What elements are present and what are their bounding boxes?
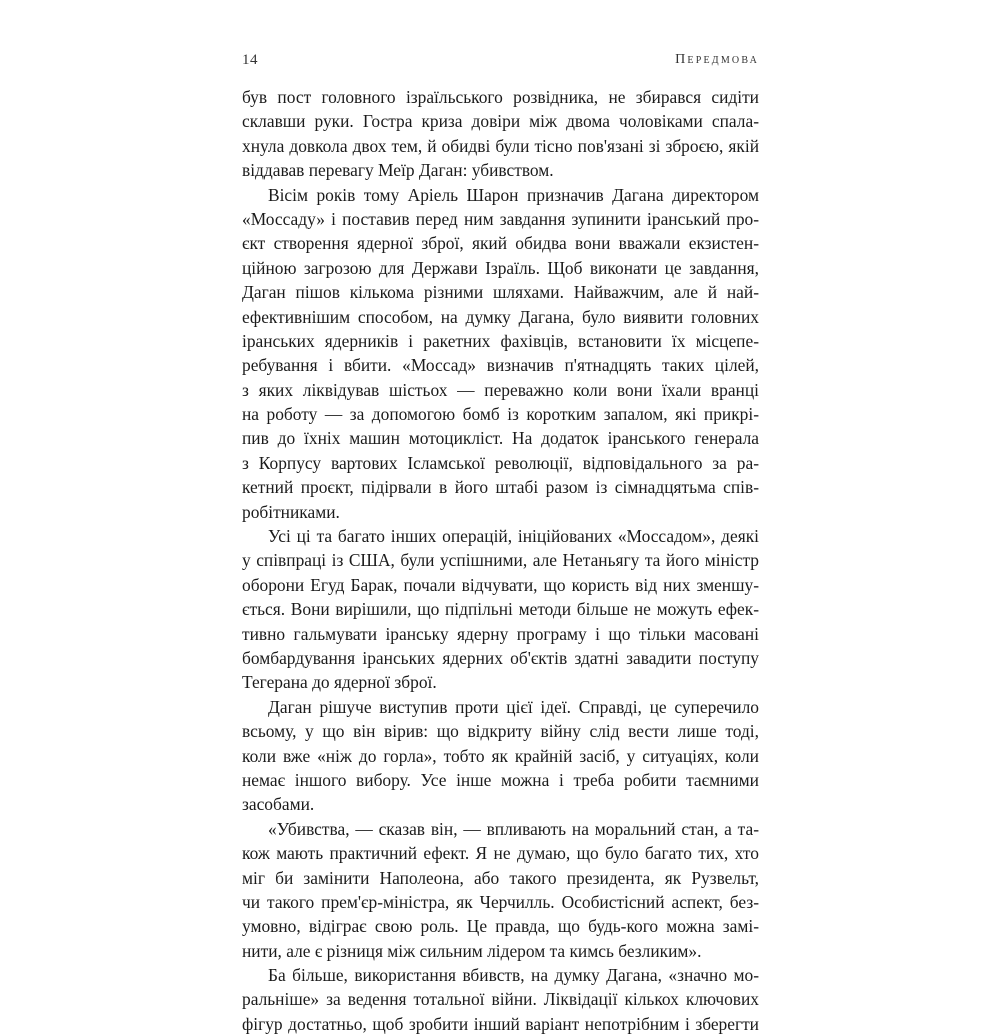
text-line: «Убивства, — сказав він, — впливають на моральний стан, а та- [268,818,759,839]
text-line: кетний проєкт, підірвали в його штабі разом із сімнадцятьма спів- [242,477,759,498]
body-text [242,85,759,1036]
text-line: склавши руки. Гостра криза довіри між двома чоловіками спала- [242,111,759,132]
page-header [242,52,759,76]
text-line: оборони Егуд Барак, почали відчувати, що користь від них зменшу- [242,574,759,595]
text-line: був пост головного ізраїльського розвідника, не збирався сидіти [242,87,759,107]
text-line: робітниками. [242,501,340,522]
text-line: засобами. [242,794,315,815]
text-line: у співпраці із США, були успішними, але Нетаньягу та його міністр [242,550,759,571]
text-line: чи такого прем'єр-міністра, як Черчилль. Особистісний аспект, без- [242,891,759,912]
text-line: умовно, відіграє свою роль. Це правда, що будь-кого можна замі- [242,916,759,937]
text-line: міг би замінити Наполеона, або такого президента, як Рузвельт, [242,867,759,888]
text-line: нити, але є різниця між сильним лідером та кимсь безликим». [242,940,702,961]
running-title: Передмова [675,52,759,67]
text-line: ребування і вбити. «Моссад» визначив п'ятнадцять таких цілей, [242,355,759,376]
text-line: тивно гальмувати іранську ядерну програму і що тільки масовані [242,623,759,644]
text-line: віддавав перевагу Меїр Даган: убивством. [242,160,554,181]
text-line: Даган рішуче виступив проти цієї ідеї. Справді, це суперечило [268,696,759,717]
text-line: єкт створення ядерної зброї, який обидва вони вважали екзистен- [242,233,759,254]
text-line: всьому, у що він вірив: що відкриту війну слід вести лише тоді, [242,721,759,742]
text-line: кож мають практичний ефект. Я не думаю, що було багато тих, хто [242,843,759,864]
text-line: «Моссаду» і поставив перед ним завдання зупинити іранський про- [242,208,759,229]
text-line: Вісім років тому Аріель Шарон призначив Дагана директором [268,184,759,205]
text-line: з яких ліквідував шістьох — переважно коли вони їхали вранці [242,379,759,400]
text-line: коли вже «ніж до горла», тобто як крайній засіб, у ситуаціях, коли [242,745,759,766]
text-line: Даган пішов кількома різними шляхами. Найважчим, але й най- [242,282,759,303]
text-line: пив до їхніх машин мотоцикліст. На додаток іранського генерала [242,428,759,449]
text-line: хнула довкола двох тем, й обидві були тісно пов'язані зі зброєю, якій [242,135,759,156]
text-line: Усі ці та багато інших операцій, ініційованих «Моссадом», деякі [268,526,759,547]
text-line: ральніше» за ведення тотальної війни. Ліквідації кількох ключових [242,989,759,1010]
text-line: на роботу — за допомогою бомб із коротким запалом, які прикрі- [242,404,759,425]
text-line: Тегерана до ядерної зброї. [242,672,437,693]
text-line: ється. Вони вирішили, що підпільні методи більше не можуть ефек- [242,599,759,620]
text-line: Ба більше, використання вбивств, на думку Дагана, «значно мо- [268,965,759,986]
text-line: іранських ядерників і ракетних фахівців, встановити їх місцепе- [242,330,759,351]
text-line: бомбардування іранських ядерних об'єктів здатні завадити поступу [242,647,759,668]
page-number: 14 [242,52,258,68]
text-line: ційною загрозою для Держави Ізраїль. Щоб виконати це завдання, [242,257,759,278]
text-line: немає іншого вибору. Усе інше можна і треба робити таємними [242,769,759,790]
text-line: ефективнішим способом, на думку Дагана, було виявити головних [242,306,759,327]
text-line: фігур достатньо, щоб зробити інший варіант непотрібним і зберегти [242,1013,759,1034]
text-line: з Корпусу вартових Ісламської революції, відповідального за ра- [242,452,759,473]
